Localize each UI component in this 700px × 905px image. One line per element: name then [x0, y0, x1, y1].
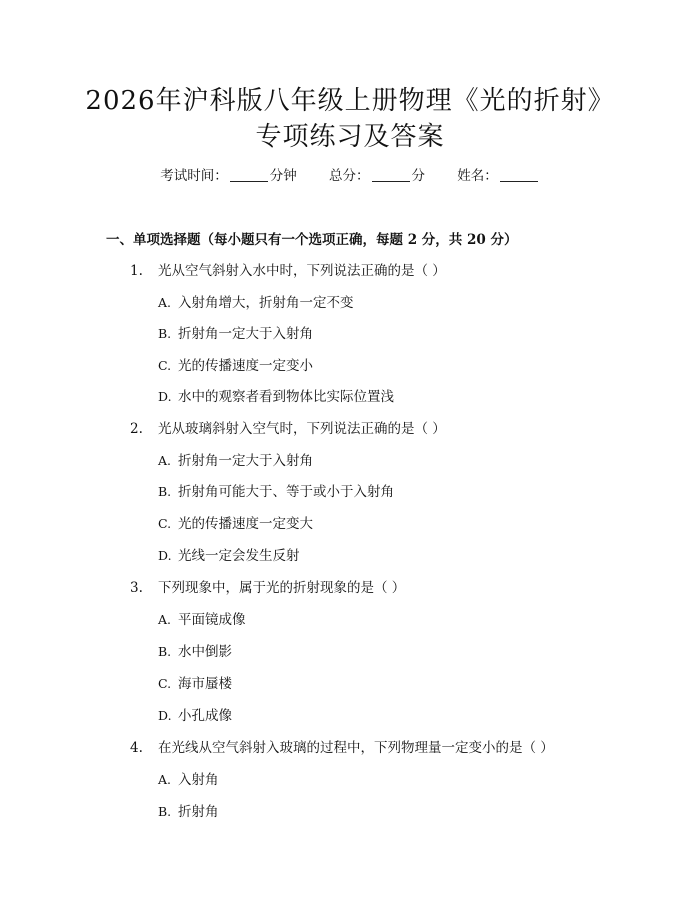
option-text: 平面镜成像	[178, 612, 246, 628]
option-letter: B.	[158, 804, 172, 819]
option-letter: A.	[158, 295, 172, 310]
answer-option	[158, 545, 300, 567]
option-letter: D.	[158, 548, 172, 563]
option-letter: A.	[158, 453, 172, 468]
student-name-field	[457, 165, 540, 187]
question-item	[130, 577, 405, 599]
exam-time-field	[160, 165, 297, 187]
total-score-field	[329, 165, 425, 187]
total-score-blank	[372, 167, 410, 182]
option-letter: B.	[158, 484, 172, 499]
option-letter: D.	[158, 708, 172, 723]
question-item	[130, 737, 554, 759]
answer-option	[158, 355, 313, 377]
option-letter: B.	[158, 644, 172, 659]
exam-time-blank	[230, 167, 268, 182]
answer-option	[158, 513, 313, 535]
option-text: 折射角一定大于入射角	[178, 453, 313, 469]
option-letter: C.	[158, 358, 172, 373]
total-score-label: 总分：	[329, 168, 370, 184]
option-letter: A.	[158, 612, 172, 627]
section-heading-single-choice: 一、单项选择题（每小题只有一个选项正确，每题 2 分，共 20 分）	[106, 232, 518, 248]
answer-option	[158, 769, 219, 791]
question-number: 4.	[130, 740, 143, 756]
option-text: 光线一定会发生反射	[178, 548, 300, 564]
option-letter: C.	[158, 676, 172, 691]
document-title-line1: 2026年沪科版八年级上册物理《光的折射》	[85, 86, 615, 116]
total-score-unit: 分	[411, 168, 425, 184]
question-text: 光从玻璃斜射入空气时，下列说法正确的是（ ）	[158, 421, 446, 437]
option-letter: C.	[158, 516, 172, 531]
answer-option	[158, 609, 246, 631]
question-number: 1.	[130, 263, 143, 279]
document-title-line2: 专项练习及答案	[255, 122, 445, 152]
option-text: 折射角可能大于、等于或小于入射角	[178, 484, 394, 500]
answer-option	[158, 292, 354, 314]
answer-option	[158, 705, 232, 727]
question-text: 下列现象中，属于光的折射现象的是（ ）	[158, 580, 406, 596]
answer-option	[158, 801, 219, 823]
option-text: 水中的观察者看到物体比实际位置浅	[178, 389, 394, 405]
exam-time-label: 考试时间：	[160, 168, 228, 184]
question-number: 2.	[130, 421, 143, 437]
option-letter: A.	[158, 772, 172, 787]
option-text: 折射角	[178, 804, 219, 820]
option-text: 光的传播速度一定变小	[178, 358, 313, 374]
option-letter: B.	[158, 326, 172, 341]
option-letter: D.	[158, 389, 172, 404]
option-text: 水中倒影	[178, 644, 232, 660]
option-text: 入射角	[178, 772, 219, 788]
student-name-label: 姓名：	[457, 168, 498, 184]
answer-option	[158, 673, 232, 695]
question-text: 在光线从空气斜射入玻璃的过程中，下列物理量一定变小的是（ ）	[158, 740, 554, 756]
exam-info-line	[0, 165, 700, 187]
exam-time-unit: 分钟	[269, 168, 297, 184]
question-item	[130, 260, 446, 282]
option-text: 入射角增大，折射角一定不变	[178, 295, 354, 311]
option-text: 海市蜃楼	[178, 676, 232, 692]
answer-option	[158, 641, 232, 663]
option-text: 折射角一定大于入射角	[178, 326, 313, 342]
question-item	[130, 418, 446, 440]
student-name-blank	[500, 167, 538, 182]
question-text: 光从空气斜射入水中时，下列说法正确的是（ ）	[158, 263, 446, 279]
answer-option	[158, 323, 313, 345]
answer-option	[158, 386, 394, 408]
question-number: 3.	[130, 580, 143, 596]
answer-option	[158, 481, 394, 503]
option-text: 光的传播速度一定变大	[178, 516, 313, 532]
option-text: 小孔成像	[178, 708, 232, 724]
answer-option	[158, 450, 313, 472]
